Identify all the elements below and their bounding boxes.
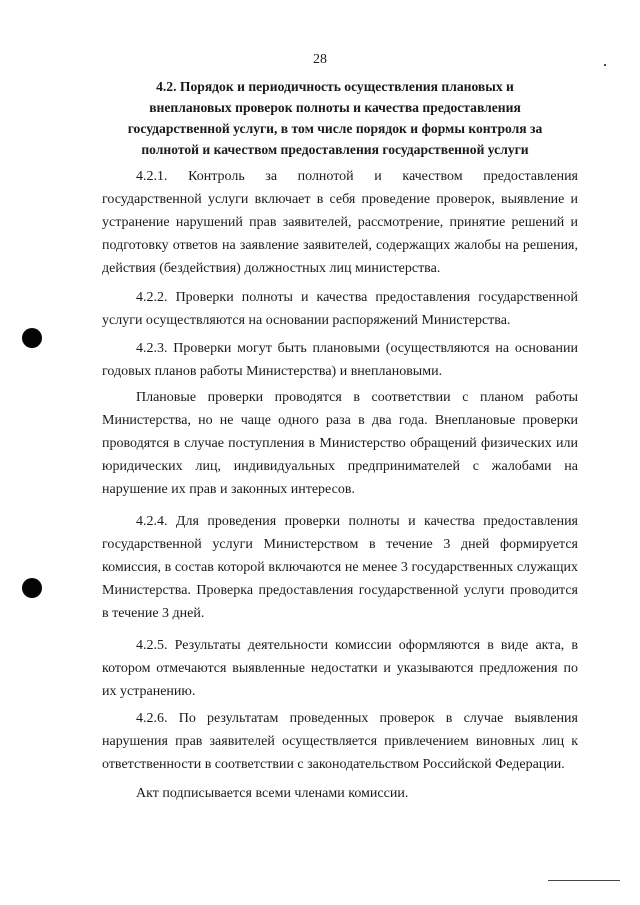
section-heading-line: государственной услуги, в том числе порядок и формы контроля за bbox=[127, 121, 543, 136]
paragraph-4-2-5: 4.2.5. Результаты деятельности комиссии оформляются в виде акта, в котором отмечаются выявленные недостатки и указываются предложения по их устранению. bbox=[102, 638, 578, 699]
paragraph-4-2-1: 4.2.1. Контроль за полнотой и качеством предоставления государственной услуги включает в себя проведение проверок, выявление и устранение нарушений прав заявителей, рассмотрение, принятие решений и подготовку ответов на заявление заявителей, содержащих жалобы на решения, действия (бездействия) должностных лиц министерства. bbox=[102, 169, 578, 276]
page-number: 28 bbox=[313, 52, 327, 67]
paragraph-planned-checks: Плановые проверки проводятся в соответствии с планом работы Министерства, но не чаще одного раза в два года. Внеплановые проверки проводятся в случае поступления в Министерство обращений физических или юридических лиц, индивидуальных предпринимателей с жалобами на нарушение их прав и законных интересов. bbox=[102, 390, 578, 497]
section-heading-line: внеплановых проверок полноты и качества предоставления bbox=[149, 100, 521, 115]
paragraph-4-2-4: 4.2.4. Для проведения проверки полноты и качества предоставления государственной услуги Министерством в течение 3 дней формируется комиссия, в состав которой включаются не менее 3 государственных служащих Министерства. Проверка предоставления государственной услуги проводится в течение 3 дней. bbox=[102, 514, 578, 621]
paragraph-4-2-2: 4.2.2. Проверки полноты и качества предоставления государственной услуги осуществляются на основании распоряжений Министерства. bbox=[102, 290, 578, 328]
section-heading bbox=[100, 76, 570, 160]
scan-mark bbox=[548, 880, 620, 881]
section-heading-line: 4.2. Порядок и периодичность осуществления плановых и bbox=[156, 79, 514, 94]
punch-hole bbox=[22, 578, 42, 598]
scan-mark bbox=[604, 64, 606, 66]
section-heading-line: полнотой и качеством предоставления государственной услуги bbox=[141, 142, 529, 157]
paragraph-4-2-3: 4.2.3. Проверки могут быть плановыми (осуществляются на основании годовых планов работы Министерства) и внеплановыми. bbox=[102, 341, 578, 379]
punch-hole bbox=[22, 328, 42, 348]
paragraph-act-signing: Акт подписывается всеми членами комиссии. bbox=[136, 786, 409, 801]
paragraph-4-2-6: 4.2.6. По результатам проведенных проверок в случае выявления нарушения прав заявителей осуществляется привлечением виновных лиц к ответственности в соответствии с законодательством Российской Федерации. bbox=[102, 711, 578, 772]
